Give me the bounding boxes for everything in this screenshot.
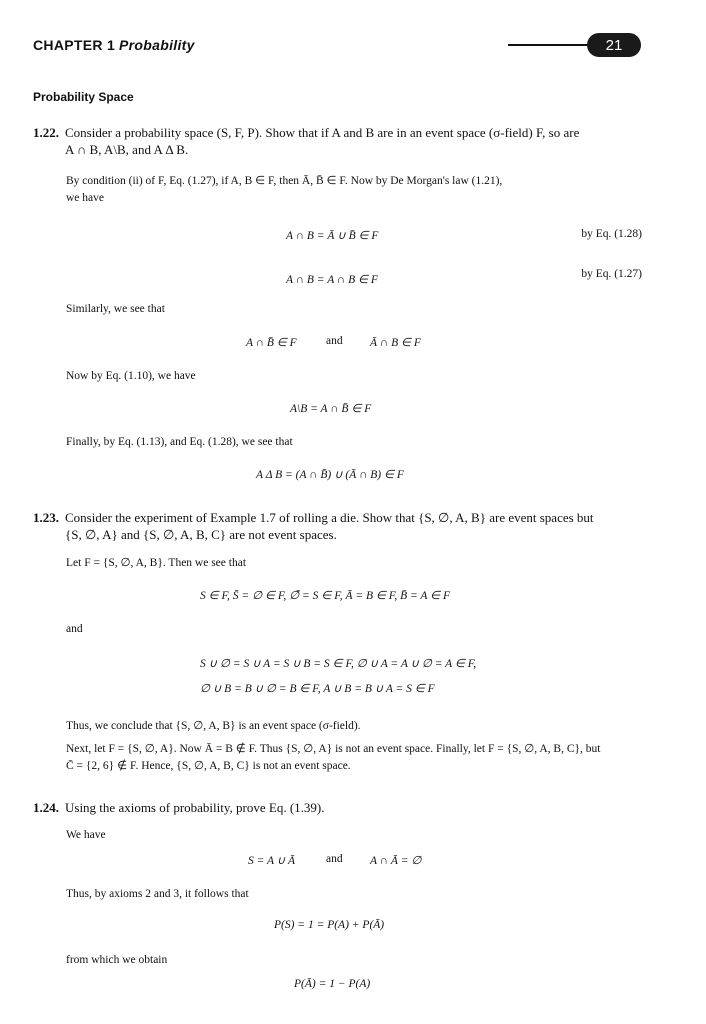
text-line: and — [66, 623, 83, 635]
text-line: Let F = {S, ∅, A, B}. Then we see that — [66, 557, 247, 569]
statement-line: {S, ∅, A} and {S, ∅, A, B, C} are not event spaces. — [65, 527, 337, 542]
equation: S ∈ F, S̄ = ∅ ∈ F, ∅̄ = S ∈ F, Ā = B ∈ F, B̄ = A ∈ F — [200, 590, 451, 602]
problem-1-22-statement — [33, 124, 653, 158]
equation: ∅ ∪ B = B ∪ ∅ = B ∈ F, A ∪ B = B ∪ A = S ∈ F — [200, 683, 435, 695]
problem-number: 1.23. — [33, 510, 59, 525]
problem-1-24-statement — [33, 799, 653, 816]
text-line: from which we obtain — [66, 954, 168, 966]
page-number-badge: 21 — [587, 33, 641, 57]
text-line: Finally, by Eq. (1.13), and Eq. (1.28), we see that — [66, 436, 293, 448]
chapter-subject: Probability — [119, 37, 195, 53]
equation-connector: and — [326, 335, 343, 347]
text-line: Similarly, we see that — [66, 303, 165, 315]
text-line: we have — [66, 192, 104, 204]
text-line: Thus, we conclude that {S, ∅, A, B} is an event space (σ-field). — [66, 720, 361, 732]
equation: Ā ∩ B ∈ F — [370, 337, 421, 349]
equation: A ∩ B̄ ∈ F — [246, 337, 297, 349]
problem-number: 1.24. — [33, 800, 59, 815]
equation: A Δ B = (A ∩ B̄) ∪ (Ā ∩ B) ∈ F — [256, 469, 404, 481]
text-line: Next, let F = {S, ∅, A}. Now Ā = B ∉ F. Thus {S, ∅, A} is not an event space. Finally, let F = {S, ∅, A, B, C}, but — [66, 743, 601, 755]
equation-reference: by Eq. (1.27) — [581, 268, 642, 280]
equation: A ∩ Ā = ∅ — [370, 855, 422, 867]
text-line: C̄ = {2, 6} ∉ F. Hence, {S, ∅, A, B, C} is not an event space. — [66, 760, 351, 772]
equation: P(S) = 1 = P(A) + P(Ā) — [274, 919, 385, 931]
equation: A ∩ B = Ā ∪ B̄ ∈ F — [286, 230, 379, 242]
problem-number: 1.22. — [33, 125, 59, 140]
equation-reference: by Eq. (1.28) — [581, 228, 642, 240]
chapter-label: CHAPTER 1 — [33, 37, 116, 53]
statement-line: A ∩ B, A\B, and A Δ B. — [65, 142, 189, 157]
equation-connector: and — [326, 853, 343, 865]
statement-line: Consider a probability space (S, F, P). Show that if A and B are in an event space (σ-field) F, so are — [65, 125, 580, 140]
equation: S = A ∪ Ā — [248, 855, 296, 867]
problem-1-23-statement — [33, 509, 653, 543]
paragraph — [66, 741, 656, 775]
equation: A ∩ B = A ∩ B ∈ F — [286, 274, 378, 286]
text-line: By condition (ii) of F, Eq. (1.27), if A, B ∈ F, then Ā, B̄ ∈ F. Now by De Morgan's law (1.21), — [66, 175, 503, 187]
statement-line: Using the axioms of probability, prove Eq. (1.39). — [65, 800, 325, 815]
equation: A\B = A ∩ B̄ ∈ F — [290, 403, 372, 415]
equation: P(Ā) = 1 − P(A) — [294, 978, 371, 990]
text-line: We have — [66, 829, 106, 841]
section-title: Probability Space — [33, 90, 134, 104]
paragraph — [66, 173, 656, 207]
chapter-heading — [33, 37, 195, 53]
text-line: Now by Eq. (1.10), we have — [66, 370, 196, 382]
statement-line: Consider the experiment of Example 1.7 of rolling a die. Show that {S, ∅, A, B} are event spaces but — [65, 510, 594, 525]
equation: S ∪ ∅ = S ∪ A = S ∪ B = S ∈ F, ∅ ∪ A = A ∪ ∅ = A ∈ F, — [200, 658, 477, 670]
text-line: Thus, by axioms 2 and 3, it follows that — [66, 888, 249, 900]
